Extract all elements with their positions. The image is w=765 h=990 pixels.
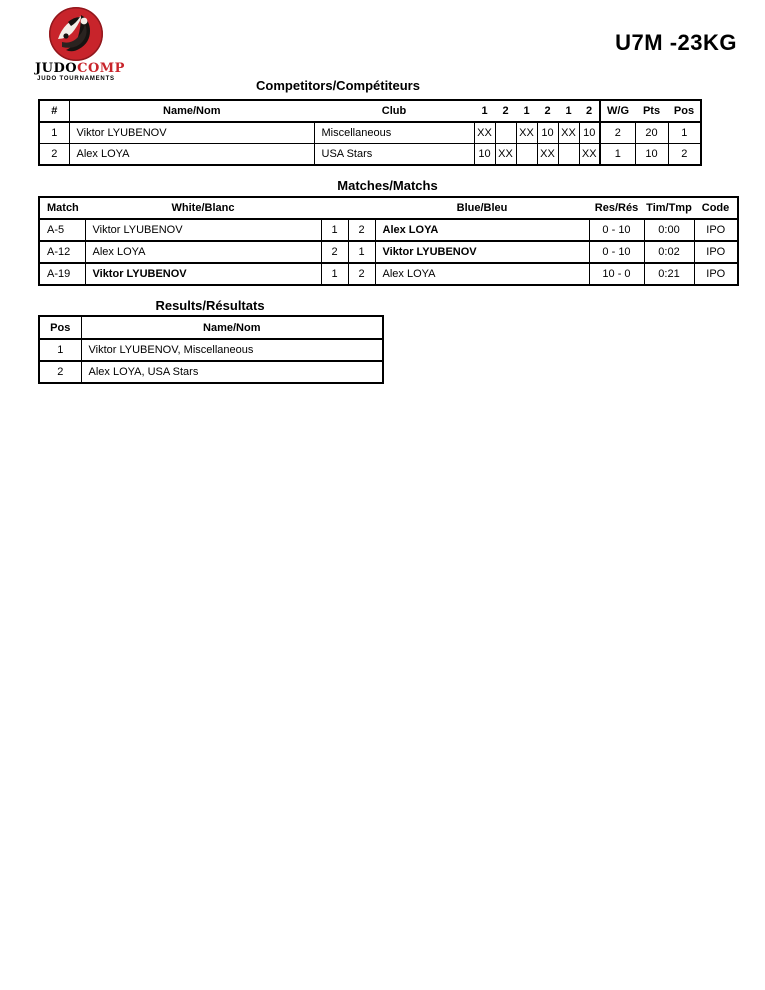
col-round-6: 2 — [579, 100, 600, 122]
col-white-num — [321, 197, 348, 219]
match-id: A-19 — [39, 263, 85, 285]
match-row — [39, 241, 738, 263]
competitor-club: USA Stars — [314, 144, 474, 166]
score-cell: XX — [474, 122, 495, 144]
position-cell: 1 — [668, 122, 701, 144]
col-name: Name/Nom — [69, 100, 314, 122]
result-position: 1 — [39, 339, 81, 361]
col-match: Match — [39, 197, 85, 219]
result-position: 2 — [39, 361, 81, 383]
col-pos: Pos — [668, 100, 701, 122]
col-result: Res/Rés — [589, 197, 644, 219]
competitor-name: Alex LOYA — [69, 144, 314, 166]
match-time: 0:00 — [644, 219, 694, 241]
position-cell: 2 — [668, 144, 701, 166]
white-name: Viktor LYUBENOV — [85, 219, 321, 241]
competitor-row — [39, 122, 701, 144]
score-cell: XX — [537, 144, 558, 166]
logo-word-judo: JUDO — [35, 61, 78, 76]
competitor-club: Miscellaneous — [314, 122, 474, 144]
col-num: # — [39, 100, 69, 122]
score-cell: XX — [558, 122, 579, 144]
match-code: IPO — [694, 241, 738, 263]
match-id: A-12 — [39, 241, 85, 263]
blue-number: 1 — [348, 241, 375, 263]
score-cell — [495, 122, 516, 144]
col-wg: W/G — [600, 100, 635, 122]
wins-cell: 1 — [600, 144, 635, 166]
result-row — [39, 361, 383, 383]
white-name: Viktor LYUBENOV — [85, 263, 321, 285]
score-cell — [516, 144, 537, 166]
matches-table — [38, 196, 739, 286]
col-round-4: 2 — [537, 100, 558, 122]
white-number: 1 — [321, 263, 348, 285]
score-cell: 10 — [537, 122, 558, 144]
match-result: 10 - 0 — [589, 263, 644, 285]
match-time: 0:21 — [644, 263, 694, 285]
white-number: 2 — [321, 241, 348, 263]
score-cell — [558, 144, 579, 166]
matches-header-row — [39, 197, 738, 219]
wins-cell: 2 — [600, 122, 635, 144]
match-row — [39, 219, 738, 241]
col-blue-num — [348, 197, 375, 219]
match-row — [39, 263, 738, 285]
result-name: Alex LOYA, USA Stars — [81, 361, 383, 383]
results-heading: Results/Résultats — [155, 298, 265, 313]
col-time: Tim/Tmp — [644, 197, 694, 219]
competitor-number: 2 — [39, 144, 69, 166]
blue-name: Alex LOYA — [375, 219, 589, 241]
match-code: IPO — [694, 263, 738, 285]
col-name: Name/Nom — [81, 316, 383, 339]
col-white: White/Blanc — [85, 197, 321, 219]
col-code: Code — [694, 197, 738, 219]
competitor-number: 1 — [39, 122, 69, 144]
blue-number: 2 — [348, 219, 375, 241]
points-cell: 20 — [635, 122, 668, 144]
blue-name: Alex LOYA — [375, 263, 589, 285]
col-round-3: 1 — [516, 100, 537, 122]
logo-word-comp: COMP — [77, 61, 125, 76]
result-name: Viktor LYUBENOV, Miscellaneous — [81, 339, 383, 361]
score-cell: 10 — [474, 144, 495, 166]
match-id: A-5 — [39, 219, 85, 241]
blue-name: Viktor LYUBENOV — [375, 241, 589, 263]
category-title: U7M -23KG — [615, 30, 737, 55]
points-cell: 10 — [635, 144, 668, 166]
match-code: IPO — [694, 219, 738, 241]
matches-heading: Matches/Matchs — [337, 178, 438, 193]
match-result: 0 - 10 — [589, 241, 644, 263]
competitor-row — [39, 144, 701, 166]
competitors-table — [38, 99, 702, 166]
col-round-5: 1 — [558, 100, 579, 122]
col-round-2: 2 — [495, 100, 516, 122]
score-cell: XX — [579, 144, 600, 166]
score-cell: XX — [495, 144, 516, 166]
white-name: Alex LOYA — [85, 241, 321, 263]
match-result: 0 - 10 — [589, 219, 644, 241]
results-table — [38, 315, 384, 384]
blue-number: 2 — [348, 263, 375, 285]
logo-wordmark — [35, 61, 125, 76]
judocomp-emblem-icon — [48, 6, 104, 62]
judocomp-logo — [35, 6, 125, 82]
col-club: Club — [314, 100, 474, 122]
competitor-name: Viktor LYUBENOV — [69, 122, 314, 144]
col-pts: Pts — [635, 100, 668, 122]
result-row — [39, 339, 383, 361]
competitors-header-row — [39, 100, 701, 122]
col-blue: Blue/Bleu — [375, 197, 589, 219]
col-pos: Pos — [39, 316, 81, 339]
logo-tagline: JUDO TOURNAMENTS — [37, 76, 115, 82]
col-round-1: 1 — [474, 100, 495, 122]
white-number: 1 — [321, 219, 348, 241]
results-header-row — [39, 316, 383, 339]
score-cell: XX — [516, 122, 537, 144]
score-cell: 10 — [579, 122, 600, 144]
match-time: 0:02 — [644, 241, 694, 263]
competitors-heading: Competitors/Compétiteurs — [256, 78, 420, 93]
